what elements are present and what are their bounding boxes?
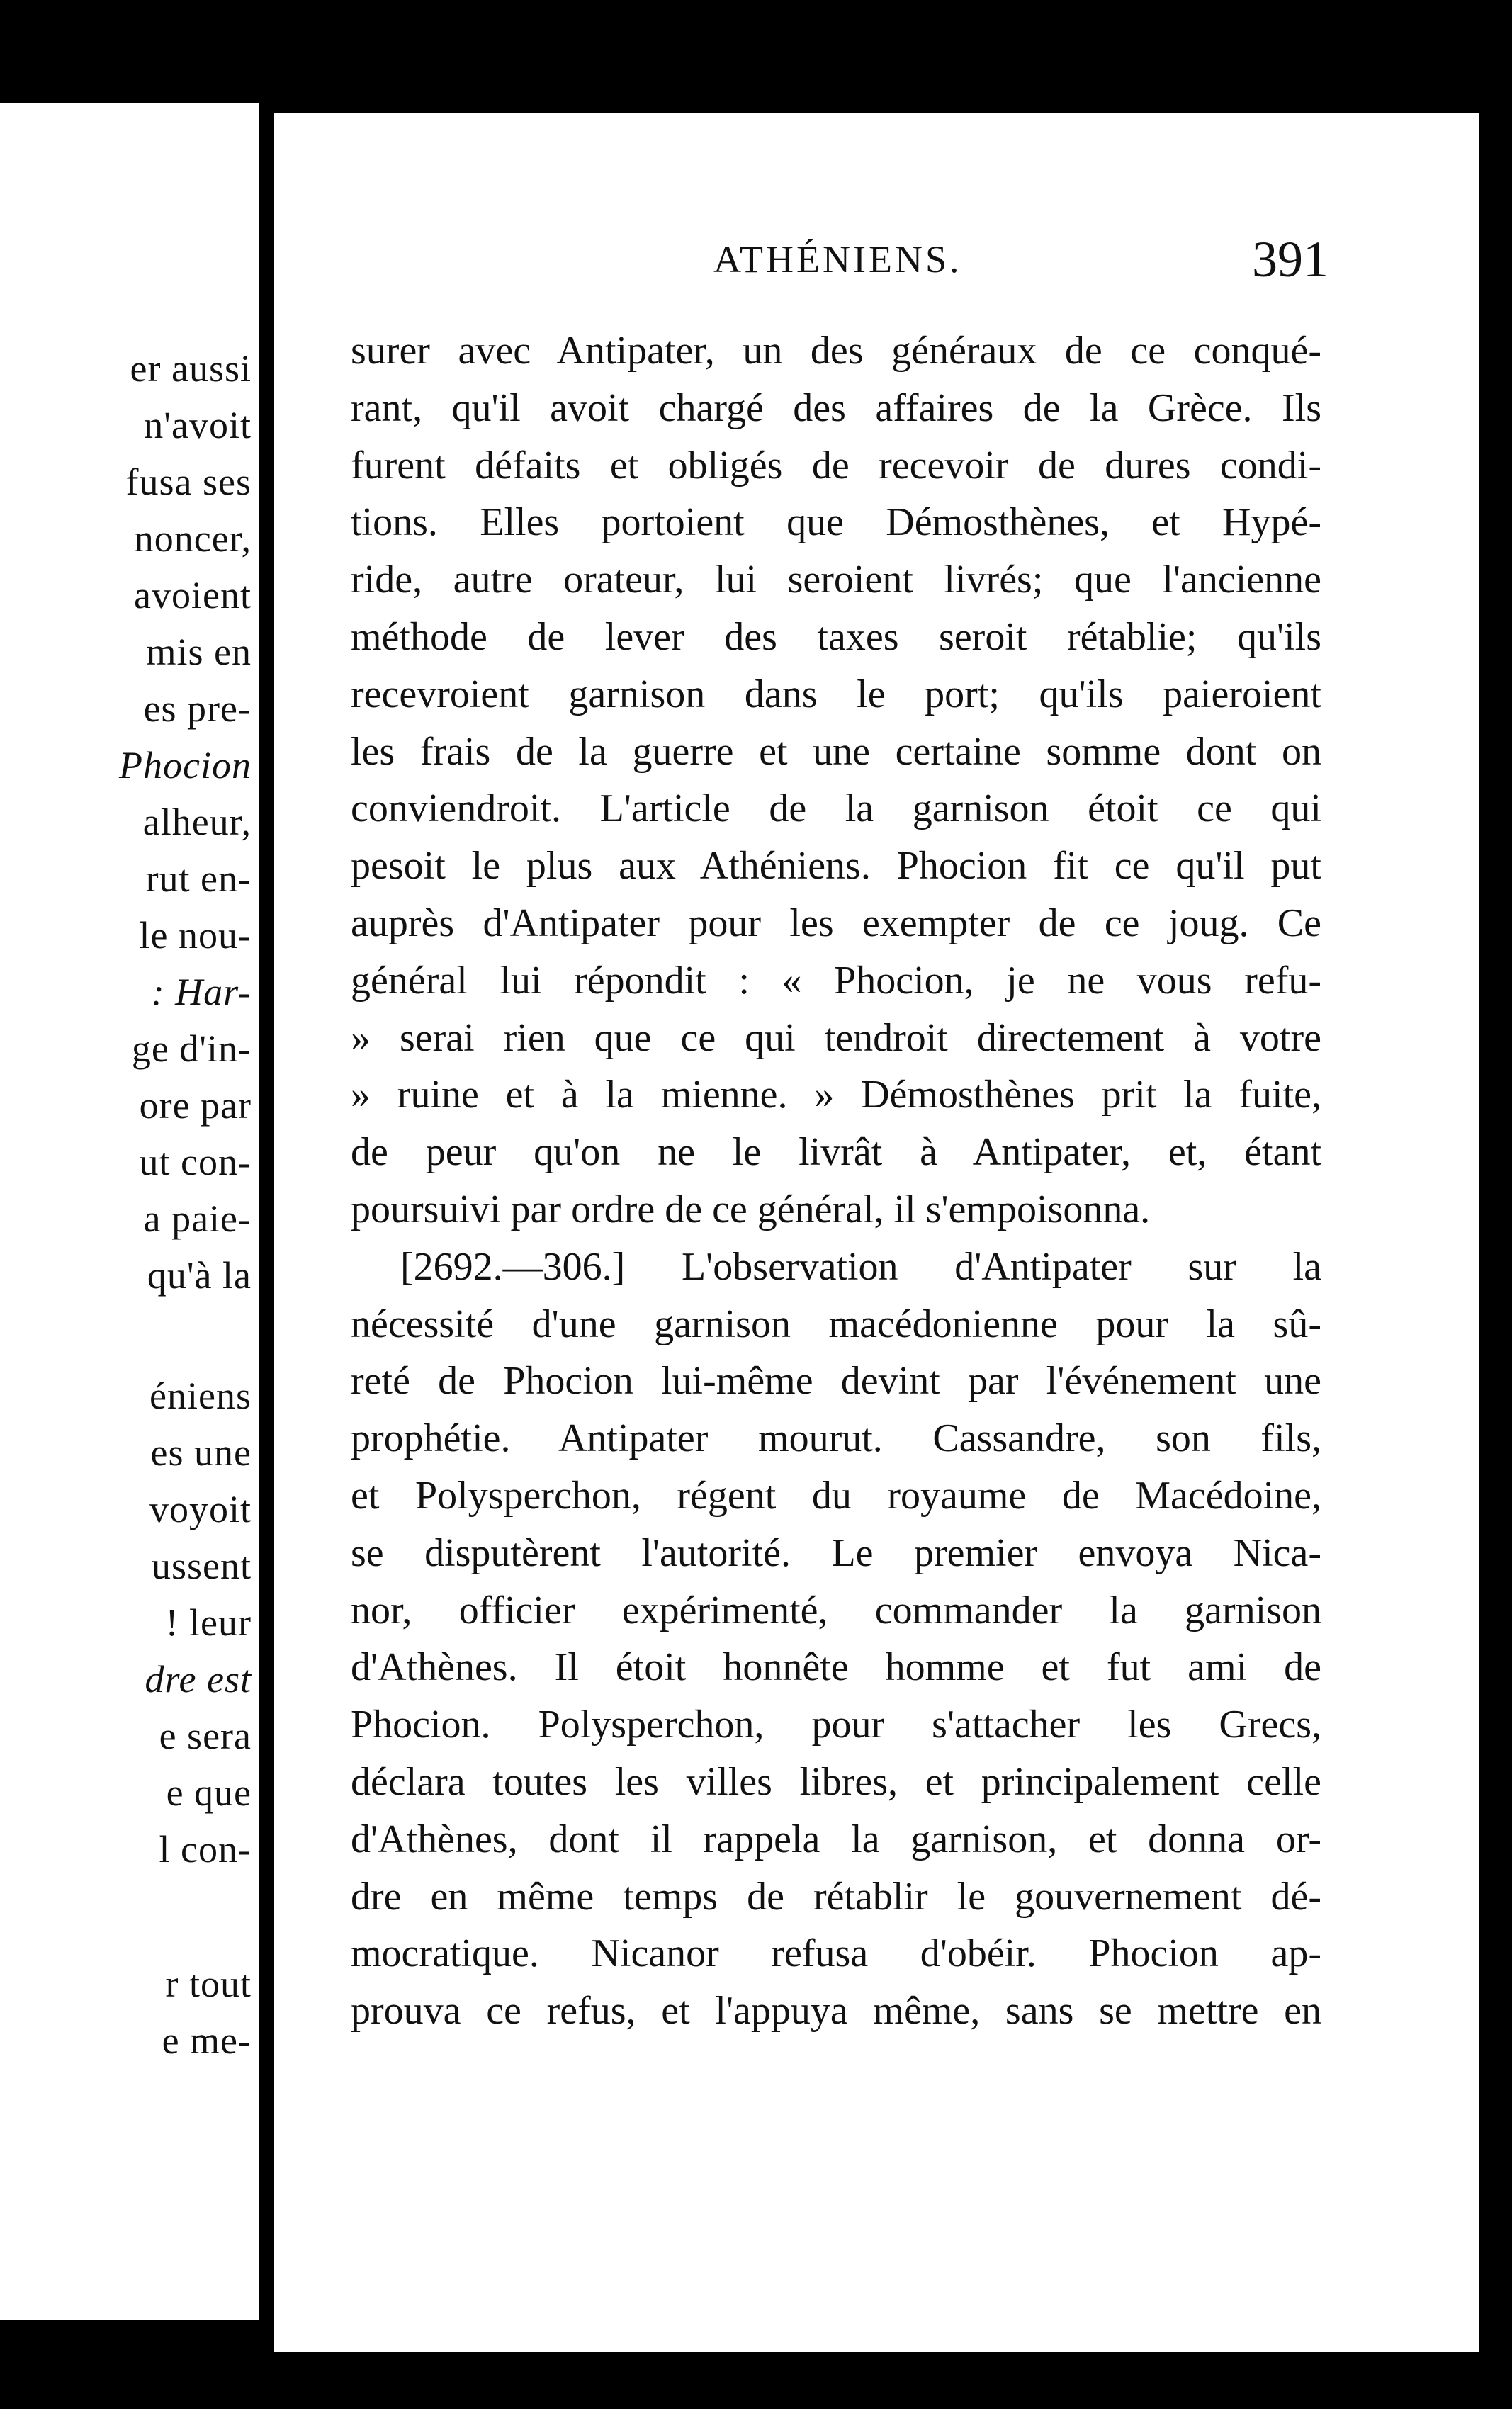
text-line: général lui répondit : « Phocion, je ne vous refu- bbox=[351, 958, 1321, 1003]
page-number: 391 bbox=[1252, 231, 1328, 288]
left-line: ut con- bbox=[139, 1141, 252, 1183]
left-line: n'avoit bbox=[144, 404, 252, 446]
text-line: » serai rien que ce qui tendroit directement à votre bbox=[351, 1015, 1321, 1060]
text-line: prophétie. Antipater mourut. Cassandre, son fils, bbox=[351, 1416, 1321, 1461]
left-line: mis en bbox=[146, 631, 252, 673]
text-line: surer avec Antipater, un des généraux de ce conqué- bbox=[351, 329, 1321, 373]
left-page bbox=[0, 103, 259, 2320]
text-line: et Polysperchon, régent du royaume de Macédoine, bbox=[351, 1473, 1321, 1518]
text-line: recevroient garnison dans le port; qu'ils paieroient bbox=[351, 672, 1321, 716]
text-line: [2692.—306.] L'observation d'Antipater sur la bbox=[400, 1244, 1321, 1289]
left-line: ge d'in- bbox=[131, 1027, 252, 1070]
text-line: se disputèrent l'autorité. Le premier envoya Nica- bbox=[351, 1530, 1321, 1575]
left-line: fusa ses bbox=[125, 461, 252, 503]
left-line: er aussi bbox=[130, 347, 252, 390]
left-line: : Har- bbox=[151, 971, 252, 1013]
left-line: qu'à la bbox=[147, 1254, 252, 1297]
text-line: poursuivi par ordre de ce général, il s'empoisonna. bbox=[351, 1187, 1151, 1231]
text-line: Phocion. Polysperchon, pour s'attacher les Grecs, bbox=[351, 1703, 1321, 1747]
text-line: d'Athènes, dont il rappela la garnison, et donna or- bbox=[351, 1817, 1321, 1861]
left-line: l con- bbox=[159, 1828, 252, 1871]
body-text bbox=[351, 322, 1321, 2040]
left-line: e sera bbox=[159, 1715, 252, 1757]
left-line: éniens bbox=[149, 1375, 252, 1417]
text-line: ride, autre orateur, lui seroient livrés; que l'ancienne bbox=[351, 558, 1321, 602]
text-line: méthode de lever des taxes seroit rétablie; qu'ils bbox=[351, 614, 1321, 659]
left-line: ussent bbox=[152, 1545, 252, 1587]
text-line: mocratique. Nicanor refusa d'obéir. Phocion ap- bbox=[351, 1931, 1321, 1976]
running-head: ATHÉNIENS. bbox=[713, 238, 962, 281]
text-line: rant, qu'il avoit chargé des affaires de la Grèce. Ils bbox=[351, 385, 1321, 430]
text-line: de peur qu'on ne le livrât à Antipater, et, étant bbox=[351, 1130, 1321, 1175]
left-line: alheur, bbox=[142, 801, 252, 843]
left-line: ! leur bbox=[165, 1601, 252, 1644]
left-line: es pre- bbox=[143, 687, 252, 730]
text-line: nor, officier expérimenté, commander la garnison bbox=[351, 1588, 1321, 1632]
text-line: furent défaits et obligés de recevoir de dures condi- bbox=[351, 443, 1321, 487]
left-line: ore par bbox=[139, 1084, 252, 1127]
text-line: dre en même temps de rétablir le gouvernement dé- bbox=[351, 1874, 1321, 1919]
text-line: pesoit le plus aux Athéniens. Phocion fit ce qu'il put bbox=[351, 844, 1321, 888]
text-line: nécessité d'une garnison macédonienne pour la sû- bbox=[351, 1302, 1321, 1346]
left-line: dre est bbox=[145, 1658, 252, 1700]
text-line: auprès d'Antipater pour les exempter de ce joug. Ce bbox=[351, 901, 1321, 945]
left-line: Phocion bbox=[119, 744, 252, 786]
text-line: prouva ce refus, et l'appuya même, sans se mettre en bbox=[351, 1989, 1321, 2033]
page-header bbox=[274, 231, 1337, 294]
left-line: avoient bbox=[134, 574, 252, 616]
left-line: es une bbox=[150, 1431, 252, 1474]
left-line: voyoit bbox=[149, 1488, 252, 1530]
text-line: d'Athènes. Il étoit honnête homme et fut ami de bbox=[351, 1645, 1321, 1690]
text-line: les frais de la guerre et une certaine somme dont on bbox=[351, 729, 1321, 774]
left-line: e que bbox=[166, 1771, 252, 1814]
left-line: le nou- bbox=[139, 914, 252, 957]
left-line: noncer, bbox=[134, 517, 252, 560]
book-gutter bbox=[259, 103, 274, 2320]
left-line: rut en- bbox=[145, 857, 252, 900]
text-line: conviendroit. L'article de la garnison étoit ce qui bbox=[351, 786, 1321, 831]
right-page bbox=[274, 113, 1479, 2352]
text-line: » ruine et à la mienne. » Démosthènes prit la fuite, bbox=[351, 1073, 1321, 1117]
left-line: r tout bbox=[165, 1963, 252, 2005]
text-line: reté de Phocion lui-même devint par l'événement une bbox=[351, 1359, 1321, 1404]
text-line: déclara toutes les villes libres, et principalement celle bbox=[351, 1759, 1321, 1804]
left-line: a paie- bbox=[143, 1197, 252, 1240]
text-line: tions. Elles portoient que Démosthènes, et Hypé- bbox=[351, 500, 1321, 545]
left-line: e me- bbox=[162, 2019, 252, 2062]
